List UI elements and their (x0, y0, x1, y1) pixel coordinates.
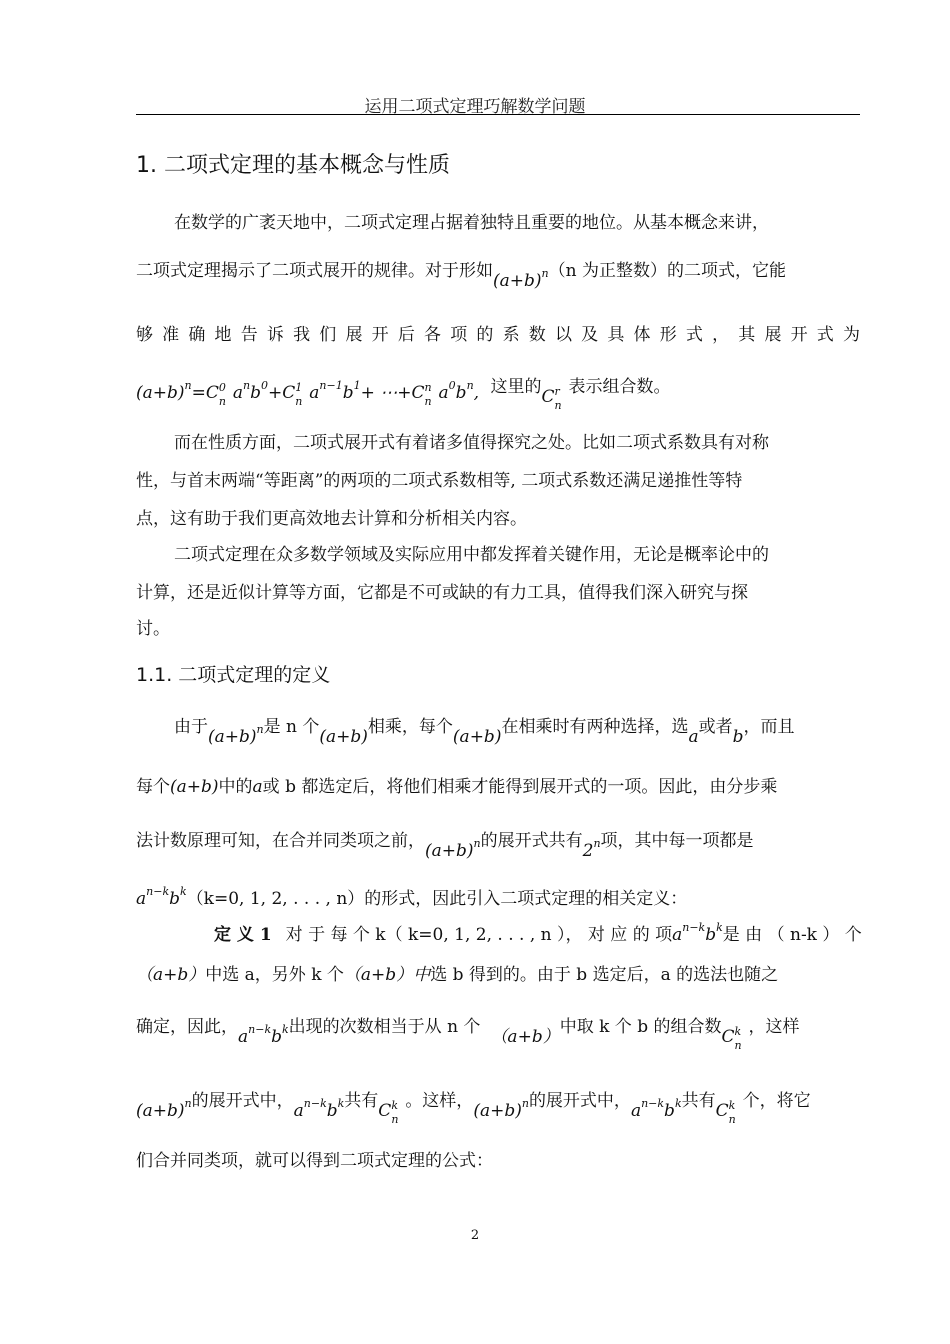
formula-ab-pow-n-3: $(a+b)^n$ (136, 1097, 192, 1121)
p1-line4-text-c: 表示组合数。 (568, 377, 671, 397)
def1-line3 (136, 1012, 800, 1052)
formula-C-n-k: C k n (721, 1025, 742, 1052)
s11-line1-text-a: 由于 (174, 717, 208, 737)
s11-line2 (136, 772, 777, 797)
p1-line2-text-a: 二项式定理揭示了二项式展开的规律。对于形如 (136, 261, 493, 281)
def1-line2-text-b: 中 (413, 965, 431, 985)
p2-line2: 性，与首末两端“等距离”的两项的二项式系数相等, 二项式系数还满足递推性等特 (136, 471, 743, 491)
def1-line3-text-b: 出现的次数相当于从 n 个 (288, 1017, 481, 1037)
formula-ab-5: （a+b） (343, 965, 414, 985)
def1-line5: 们合并同类项，就可以得到二项式定理的公式： (136, 1151, 493, 1171)
s11-line1-text-c: 相乘，每个 (367, 717, 453, 737)
formula-ab: (a+b) (319, 727, 368, 747)
p1-line3: 够 准 确 地 告 诉 我 们 展 开 后 各 项 的 系 数 以 及 具 体 形 式 ， 其 展 开 式 为 (136, 325, 860, 345)
formula-ab-2: (a+b) (452, 727, 502, 747)
formula-term-5: $a^{n-k}b^k$ (630, 1097, 682, 1121)
s11-line1-text-e: 或者 (698, 717, 733, 737)
formula-2-pow-n: 2$^n$ (582, 837, 601, 861)
formula-a: a (688, 727, 699, 747)
formula-ab-pow-n: $(a+b)^n$ (208, 723, 264, 747)
formula-b: b (732, 727, 744, 747)
page-number: 2 (470, 1228, 480, 1243)
formula-term-4: $a^{n-k}b^k$ (293, 1097, 345, 1121)
p1-line4 (136, 372, 671, 412)
s11-line1 (174, 712, 795, 747)
def1-line2-text-a: 中选 a，另外 k 个 (205, 965, 344, 985)
formula-a-2: a (252, 777, 263, 797)
p3-line3: 讨。 (136, 619, 170, 639)
def1-line3-text-c: 中取 k 个 b 的组合数 (559, 1017, 722, 1037)
formula-term: $a^{n-k}b^k$ (136, 885, 187, 909)
def1-line2 (136, 960, 778, 985)
def1-line4-text-c: 。这样， (405, 1091, 474, 1111)
def1-line4-text-b: 共有 (344, 1091, 379, 1111)
formula-C-n-k-3: C k n (715, 1099, 736, 1126)
p2-line1: 而在性质方面，二项式展开式有着诸多值得探究之处。比如二项式系数具有对称 (174, 433, 769, 453)
section-heading-1-1: 1.1. 二项式定理的定义 (136, 664, 331, 686)
binomial-expansion-formula: $(a+b)^n=C$ 0 n $a^nb^0+C$ 1 n $a^{n-1}b^1+$ ⋯+C n n $a^0b^n$, (136, 379, 480, 408)
p1-line2 (136, 256, 786, 291)
p3-line2: 计算，还是近似计算等方面，它都是不可或缺的有力工具，值得我们深入研究与探 (136, 583, 748, 603)
formula-ab-6: （a+b） (490, 1027, 560, 1047)
s11-line3-text-a: 法计数原理可知，在合并同类项之前， (136, 831, 425, 851)
s11-line3 (136, 826, 754, 861)
def1-line4-text-a: 的展开式中， (191, 1091, 294, 1111)
def1-line3-text-a: 确定，因此， (136, 1017, 238, 1037)
formula-a-plus-b-pow-n: $(a+b)^n$ (493, 267, 549, 291)
p2-line3: 点，这有助于我们更高效地去计算和分析相关内容。 (136, 509, 527, 529)
def1-line1-text-b: 是 由 （ n-k ） 个 (722, 925, 862, 945)
formula-C-n-r: C r n (541, 385, 562, 412)
def1-line1 (214, 920, 862, 945)
s11-line2-text-b: 中的 (218, 777, 253, 797)
p1-line2-text-b: （n 为正整数）的二项式，它能 (548, 261, 786, 281)
s11-line1-text-f: ，而且 (743, 717, 795, 737)
s11-line2-text-a: 每个 (136, 777, 170, 797)
p1-line4-text-b: 这里的 (490, 377, 542, 397)
def1-line4-text-d: 的展开式中， (528, 1091, 631, 1111)
p1-line1: 在数学的广袤天地中，二项式定理占据着独特且重要的地位。从基本概念来讲， (174, 213, 769, 233)
section-heading-1: 1. 二项式定理的基本概念与性质 (136, 153, 450, 178)
s11-line3-text-c: 项，其中每一项都是 (600, 831, 754, 851)
formula-ab-3: (a+b) (170, 777, 219, 797)
formula-ab-4: （a+b） (136, 965, 206, 985)
s11-line3-text-b: 的展开式共有 (480, 831, 583, 851)
header-rule (136, 114, 860, 115)
def1-line4-text-f: 个，将它 (742, 1091, 811, 1111)
s11-line1-text-b: 是 n 个 (263, 717, 320, 737)
page-header-title: 运用二项式定理巧解数学问题 (364, 97, 586, 117)
def1-line3-text-d: ，这样 (748, 1017, 800, 1037)
def1-line4-text-e: 共有 (681, 1091, 716, 1111)
s11-line4 (136, 884, 687, 909)
def1-line4 (136, 1086, 811, 1126)
def1-label: 定 义 1 (214, 925, 272, 945)
formula-term-3: $a^{n-k}b^k$ (238, 1023, 289, 1047)
p3-line1: 二项式定理在众多数学领域及实际应用中都发挥着关键作用，无论是概率论中的 (174, 545, 769, 565)
def1-line1-text-a: 对 于 每 个 k（ k=0, 1, 2, . . . , n ）， 对 应 的 项 (285, 925, 673, 945)
s11-line4-text-b: （k=0, 1, 2, . . . , n）的形式，因此引入二项式定理的相关定义： (186, 889, 688, 909)
formula-term-2: $a^{n-k}b^k$ (672, 921, 723, 945)
formula-C-n-k-2: C k n (378, 1099, 399, 1126)
s11-line2-text-c: 或 b 都选定后，将他们相乘才能得到展开式的一项。因此，由分步乘 (262, 777, 778, 797)
formula-ab-pow-n-2: $(a+b)^n$ (425, 837, 481, 861)
def1-line2-text-c: 选 b 得到的。由于 b 选定后，a 的选法也随之 (430, 965, 779, 985)
formula-ab-pow-n-4: $(a+b)^n$ (473, 1097, 529, 1121)
s11-line1-text-d: 在相乘时有两种选择，选 (501, 717, 689, 737)
